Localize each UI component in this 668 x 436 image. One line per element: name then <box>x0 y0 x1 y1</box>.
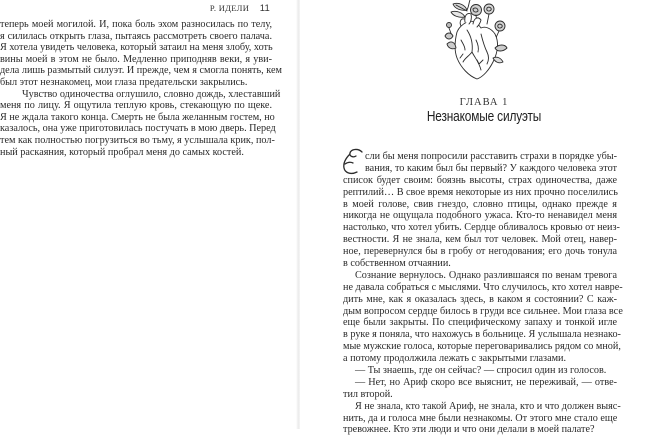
text-line: Я не знала, кто такой Ариф, не знала, кто и что должен выяс- <box>355 400 621 412</box>
right-page <box>300 0 623 436</box>
right-page-body-text <box>343 151 623 436</box>
text-line: дым вопросом сердце билось в груди все сильнее. Мои глаза все <box>343 305 623 317</box>
text-line: ное, перевернулся бы в гробу от негодования; его дочь тонула <box>343 246 617 258</box>
text-line: дела лишь размытый силуэт. И прежде, чем я смогла понять, кем <box>0 65 282 77</box>
text-line: Я хотела увидеть человека, который затаил на меня злобу, хоть <box>0 42 273 54</box>
text-line: сли бы меня попросили расставить страхи в порядке убы- <box>365 151 617 162</box>
text-line: теперь моей могилой. И, пока боль эхом разносилась по телу, <box>0 19 272 30</box>
anatomical-heart-with-flowers-icon <box>443 0 515 80</box>
text-line: тил второй. <box>343 388 393 400</box>
left-page <box>0 0 298 429</box>
text-line: вины моей в этом не было. Медленно приподняв веки, я уви- <box>0 53 272 65</box>
page-number: 11 <box>259 3 270 14</box>
text-line: был этот незнакомец, мои глаза предательски закрылись. <box>0 76 248 88</box>
text-line: я силилась открыть глаза, пытаясь рассмотреть своего палача. <box>0 30 272 42</box>
text-line: рептилий… В свое время некоторые из них прочно поселились <box>343 186 618 198</box>
text-line: в руке я поняла, что нахожусь в больнице. Я услышала незнако- <box>343 329 621 341</box>
text-line: а потому продолжила лежать с закрытыми глазами. <box>343 353 567 365</box>
text-line: казалось, она уже приготовилась постучать в мою дверь. Перед <box>0 123 276 135</box>
text-line: никогда не ощущала подобного ужаса. Кто-то ненавидел меня <box>343 210 617 222</box>
text-line: в моей голове, свив гнездо, словно птицы, однако прежде я <box>343 198 617 210</box>
text-line: список будет своим: боязнь высоты, страх одиночества, даже <box>343 174 617 186</box>
text-line: тем как полностью погрузиться во тьму, я услышала крик, пол- <box>0 134 275 146</box>
text-line: не давала собраться с мыслями. Что случилось, кто хотел навре- <box>343 281 623 293</box>
text-line: меня по лицу. Я ощутила теплую кровь, стекающую по щеке. <box>0 100 272 112</box>
text-line: ный раскаяния, который пробрал меня до самых костей. <box>0 146 244 158</box>
text-line: в собственном отчаянии. <box>343 258 451 270</box>
running-head <box>210 3 270 14</box>
text-line: вестности. Я не знала, кем был тот человек. Мой отец, навер- <box>343 234 617 246</box>
text-line: дить мне, как я оказалась здесь, в каком я состоянии? С каж- <box>343 293 617 305</box>
chapter-title: Незнакомые силуэты <box>426 109 542 125</box>
chapter-label: ГЛАВА 1 <box>459 97 509 108</box>
text-line: — Ты знаешь, где он сейчас? — спросил один из голосов. <box>355 365 607 377</box>
text-line: Чувство одиночества оглушило, словно дождь, хлеставший <box>22 88 281 100</box>
text-line: мые мужские голоса, которые переговаривались рядом со мной, <box>343 341 621 353</box>
left-page-body-text <box>0 19 282 158</box>
text-line: Сознание вернулось. Однако разлившаяся по венам тревога <box>355 269 617 281</box>
text-line: настолько, что хотел убить. Сердце обливалось кровью от неиз- <box>343 222 620 234</box>
text-line: Я не ждала такого конца. Смерть не была желанным гостем, но <box>0 111 275 123</box>
running-head-author: Р. ИДЕЛИ <box>209 3 250 13</box>
text-line: вания, то каким был бы первый? У каждого человека этот <box>365 162 617 174</box>
text-line: нить, да и голоса мне были незнакомы. От этого мне стало еще <box>343 412 618 424</box>
text-line: тревожнее. Кто эти люди и что они делали в моей палате? <box>343 424 595 436</box>
text-line: еще были закрыты. По специфическому запаху и тонкой игле <box>343 317 617 329</box>
text-line: — Нет, но Ариф скоро все выяснит, не переживай, — отве- <box>355 376 617 388</box>
